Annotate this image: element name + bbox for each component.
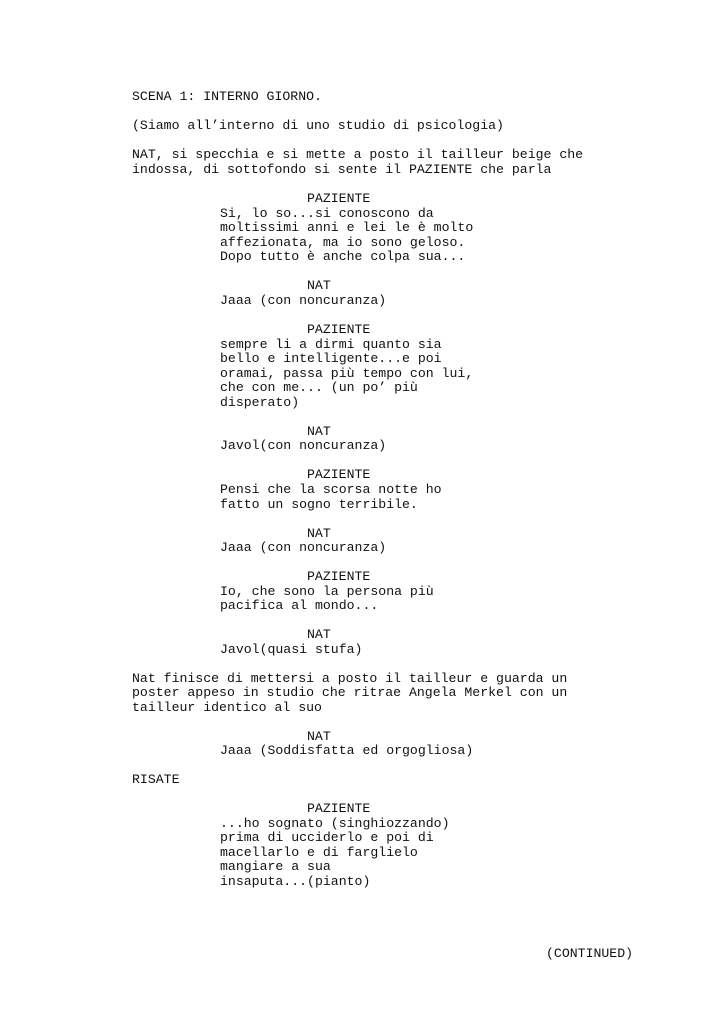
dialogue-line: macellarlo e di farglielo [220, 845, 418, 860]
character-name: PAZIENTE [307, 801, 371, 816]
dialogue-line: affezionata, ma io sono geloso. [220, 235, 466, 250]
continued-marker: (CONTINUED) [546, 946, 634, 961]
action-line: (Siamo all’interno di uno studio di psicologia) [132, 118, 504, 133]
action-line: tailleur identico al suo [132, 700, 322, 715]
dialogue-line: Pensi che la scorsa notte ho [220, 482, 442, 497]
dialogue-line: oramai, passa più tempo con lui, [220, 366, 474, 381]
dialogue-line: moltissimi anni e lei le è molto [220, 220, 474, 235]
dialogue-line: Dopo tutto è anche colpa sua... [220, 249, 466, 264]
character-name: NAT [307, 729, 331, 744]
dialogue-line: prima di ucciderlo e poi di [220, 830, 434, 845]
dialogue-line: sempre li a dirmi quanto sia [220, 337, 442, 352]
dialogue-line: Javol(quasi stufa) [220, 642, 363, 657]
dialogue-line: Si, lo so...si conoscono da [220, 206, 434, 221]
action-line: indossa, di sottofondo si sente il PAZIENTE che parla [132, 162, 552, 177]
character-name: PAZIENTE [307, 191, 371, 206]
dialogue-line: insaputa...(pianto) [220, 874, 371, 889]
character-name: NAT [307, 278, 331, 293]
dialogue-line: ...ho sognato (singhiozzando) [220, 816, 450, 831]
character-name: PAZIENTE [307, 569, 371, 584]
dialogue-line: Jaaa (Soddisfatta ed orgogliosa) [220, 743, 474, 758]
action-line: RISATE [132, 772, 180, 787]
character-name: NAT [307, 627, 331, 642]
dialogue-line: che con me... (un po’ più [220, 380, 418, 395]
dialogue-line: pacifica al mondo... [220, 598, 379, 613]
dialogue-line: fatto un sogno terribile. [220, 497, 418, 512]
dialogue-line: mangiare a sua [220, 859, 331, 874]
action-line: poster appeso in studio che ritrae Angela Merkel con un [132, 685, 568, 700]
character-name: PAZIENTE [307, 322, 371, 337]
scene-heading: SCENA 1: INTERNO GIORNO. [132, 89, 322, 104]
dialogue-line: bello e intelligente...e poi [220, 351, 442, 366]
dialogue-line: Jaaa (con noncuranza) [220, 540, 387, 555]
action-line: NAT, si specchia e si mette a posto il tailleur beige che [132, 147, 584, 162]
dialogue-line: disperato) [220, 395, 300, 410]
dialogue-line: Io, che sono la persona più [220, 584, 434, 599]
character-name: NAT [307, 526, 331, 541]
character-name: NAT [307, 424, 331, 439]
action-line: Nat finisce di mettersi a posto il tailleur e guarda un [132, 671, 568, 686]
character-name: PAZIENTE [307, 467, 371, 482]
dialogue-line: Jaaa (con noncuranza) [220, 293, 387, 308]
dialogue-line: Javol(con noncuranza) [220, 438, 387, 453]
